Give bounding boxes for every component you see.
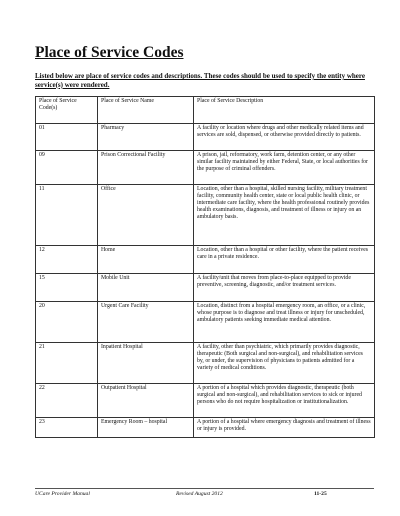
- header-description: Place of Service Description: [194, 97, 375, 124]
- row-description: A facility, other than psychiatric, which primarily provides diagnostic, therapeutic (Both surgical and non-surgical), and rehabilitation services by, or under, the supervision of physicians to patients admitted for a variety of medical conditions.: [194, 343, 375, 384]
- row-description: A prison, jail, reformatory, work farm, detention center, or any other similar facility maintained by either Federal, State, or local authorities for the purpose of criminal offenders.: [194, 151, 375, 185]
- row-code: 01: [36, 124, 98, 151]
- row-code: 23: [36, 418, 98, 438]
- row-description: A portion of a hospital where emergency diagnosis and treatment of illness or injury is provided.: [194, 418, 375, 438]
- row-name: Pharmacy: [98, 124, 194, 151]
- row-description: Location, distinct from a hospital emergency room, an office, or a clinic, whose purpose is to diagnose and treat illness or injury for unscheduled, ambulatory patients seeking immediate medical attention.: [194, 302, 375, 343]
- row-code: 11: [36, 185, 98, 246]
- row-description: A facility/unit that moves from place-to-place equipped to provide preventive, screening, diagnostic, and/or treatment services.: [194, 274, 375, 302]
- row-code: 21: [36, 343, 98, 384]
- table-row: [36, 302, 375, 343]
- table-row: [36, 274, 375, 302]
- row-code: 09: [36, 151, 98, 185]
- row-name: Outpatient Hospital: [98, 384, 194, 418]
- row-name: Mobile Unit: [98, 274, 194, 302]
- table-row: [36, 151, 375, 185]
- row-code: 12: [36, 246, 98, 274]
- row-code: 15: [36, 274, 98, 302]
- row-description: A facility or location where drugs and other medically related items and services are sold, dispensed, or otherwise provided directly to patients.: [194, 124, 375, 151]
- table-row: [36, 185, 375, 246]
- row-description: Location, other than a hospital, skilled nursing facility, military treatment facility, community health center, state or local public health clinic, or intermediate care facility, where the health professional routinely provides health examinations, diagnosis, and treatment of illness or injury on an ambulatory basis.: [194, 185, 375, 246]
- table-row: [36, 124, 375, 151]
- page-footer: [35, 488, 374, 497]
- row-name: Inpatient Hospital: [98, 343, 194, 384]
- row-name: Office: [98, 185, 194, 246]
- table-row: [36, 384, 375, 418]
- row-name: Urgent Care Facility: [98, 302, 194, 343]
- table-header-row: [36, 97, 375, 124]
- header-code: Place of Service Code(s): [36, 97, 98, 124]
- row-description: Location, other than a hospital or other facility, where the patient receives care in a private residence.: [194, 246, 375, 274]
- intro-text: Listed below are place of service codes and descriptions. These codes should be used to specify the entity where service(s) were rendered.: [35, 72, 365, 89]
- row-name: Emergency Room – hospital: [98, 418, 194, 438]
- row-name: Home: [98, 246, 194, 274]
- table-row: [36, 418, 375, 438]
- place-of-service-table: [35, 96, 375, 438]
- row-code: 22: [36, 384, 98, 418]
- header-name: Place of Service Name: [98, 97, 194, 124]
- row-description: A portion of a hospital which provides diagnostic, therapeutic (both surgical and non-surgical), and rehabilitation services to sick or injured persons who do not require hospitalization or institutionalization.: [194, 384, 375, 418]
- page-title: Place of Service Codes: [35, 44, 184, 61]
- row-code: 20: [36, 302, 98, 343]
- table-row: [36, 343, 375, 384]
- footer-page-number: 11-25: [314, 491, 327, 497]
- table-row: [36, 246, 375, 274]
- footer-manual-name: UCare Provider Manual: [35, 491, 90, 497]
- footer-revision-date: Revised August 2012: [176, 491, 223, 497]
- row-name: Prison Correctional Facility: [98, 151, 194, 185]
